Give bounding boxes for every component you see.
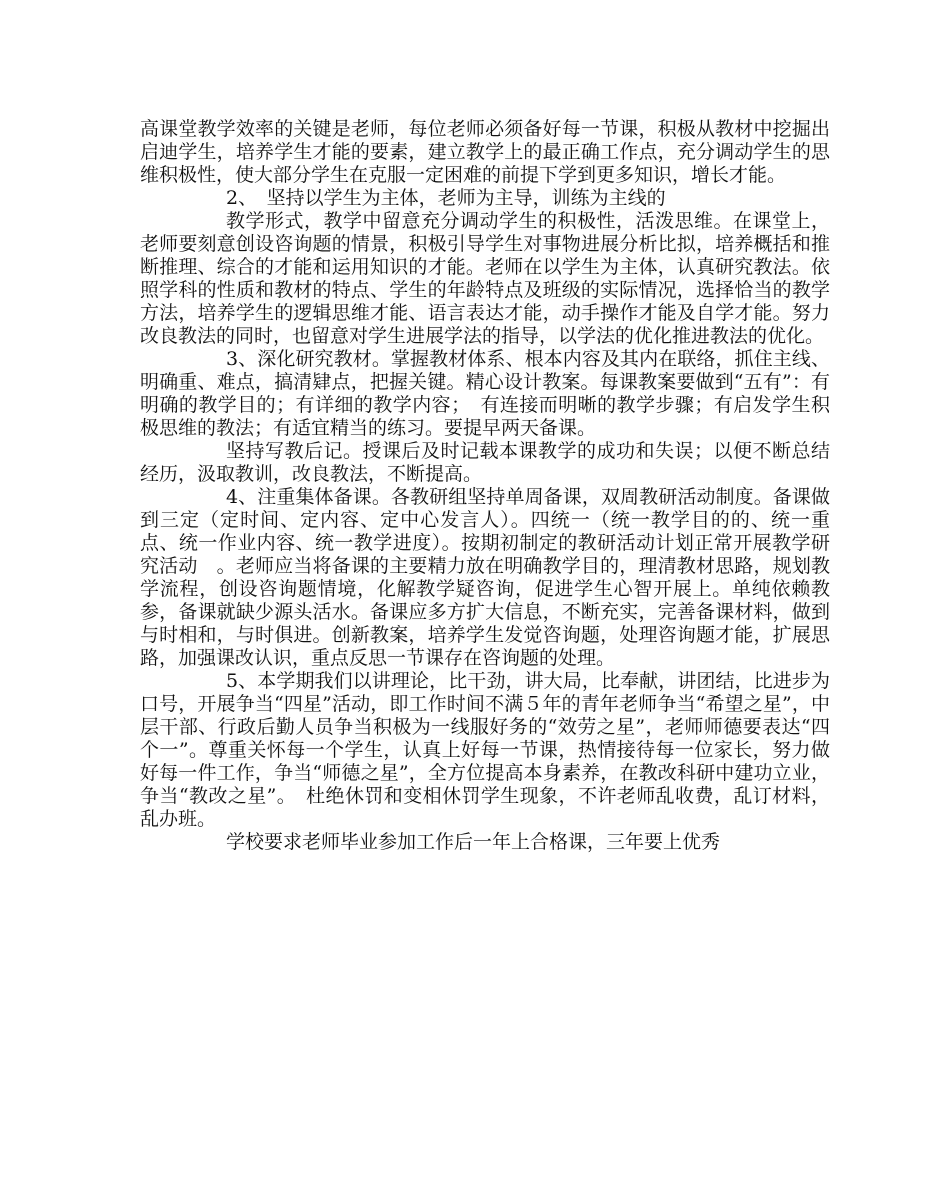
paragraph-teaching-form: 教学形式，教学中留意充分调动学生的积极性，活泼思维。在课堂上，老师要刻意创设咨询题的情景，积极引导学生对事物进展分析比拟，培养概括和推断推理、综合的才能和运用知识的才能。老师在以学生为主体，认真研究教法。依照学科的性质和教材的特点、学生的年龄特点及班级的实际情况，选择恰当的教学方法，培养学生的逻辑思维才能、语言表达才能，动手操作才能及自学才能。努力改良教法的同时，也留意对学生进展学法的指导，以学法的优化推进教法的优化。 [140, 210, 830, 347]
paragraph-item-2-heading: 2、 坚持以学生为主体，老师为主导，训练为主线的 [226, 187, 666, 209]
paragraph-item-3: 3、深化研究教材。掌握教材体系、根本内容及其内在联络，抓住主线、明确重、难点，搞清肄点，把握关键。精心设计教案。每课教案要做到“五有”：有明确的教学目的；有详细的教学内容； 有连接而明晰的教学步骤；有启发学生积极思维的教法；有适宜精当的练习。要提早两天备课。 [140, 348, 830, 439]
paragraph-school-requirement: 学校要求老师毕业参加工作后一年上合格课，三年要上优秀 [226, 831, 721, 853]
paragraph-reflection: 坚持写教后记。授课后及时记载本课教学的成功和失误；以便不断总结经历，汲取教训，改良教法，不断提高。 [140, 440, 830, 485]
paragraph-continuation: 高课堂教学效率的关键是老师，每位老师必须备好每一节课，积极从教材中挖掘出启迪学生，培养学生才能的要素，建立教学上的最正确工作点，充分调动学生的思维积极性，使大部分学生在克服一定困难的前提下学到更多知识，增长才能。 [140, 118, 830, 186]
paragraph-item-4: 4、注重集体备课。各教研组坚持单周备课，双周教研活动制度。备课做到三定（定时间、定内容、定中心发言人）。四统一（统一教学目的的、统一重点、统一作业内容、统一教学进度）。按期初制定的教研活动计划正常开展教学研究活动 。老师应当将备课的主要精力放在明确教学目的，理清教材思路，规划教学流程，创设咨询题情境，化解教学疑咨询，促进学生心智开展上。单纯依赖教参，备课就缺少源头活水。备课应多方扩大信息，不断充实，完善备课材料，做到与时相和，与时俱进。创新教案，培养学生发觉咨询题，处理咨询题才能，扩展思路，加强课改认识，重点反思一节课存在咨询题的处理。 [140, 486, 830, 669]
paragraph-item-5: 5、本学期我们以讲理论，比干劲，讲大局，比奉献，讲团结，比进步为口号，开展争当“四星”活动，即工作时间不满５年的青年老师争当“希望之星”，中层干部、行政后勤人员争当积极为一线服好务的“效劳之星”，老师师德要表达“四个一”。尊重关怀每一个学生，认真上好每一节课，热情接待每一位家长，努力做好每一件工作，争当“师德之星”，全方位提高本身素养，在教改科研中建功立业，争当“教改之星”。 杜绝休罚和变相休罚学生现象，不许老师乱收费，乱订材料，乱办班。 [140, 670, 830, 830]
document-page [140, 118, 830, 854]
